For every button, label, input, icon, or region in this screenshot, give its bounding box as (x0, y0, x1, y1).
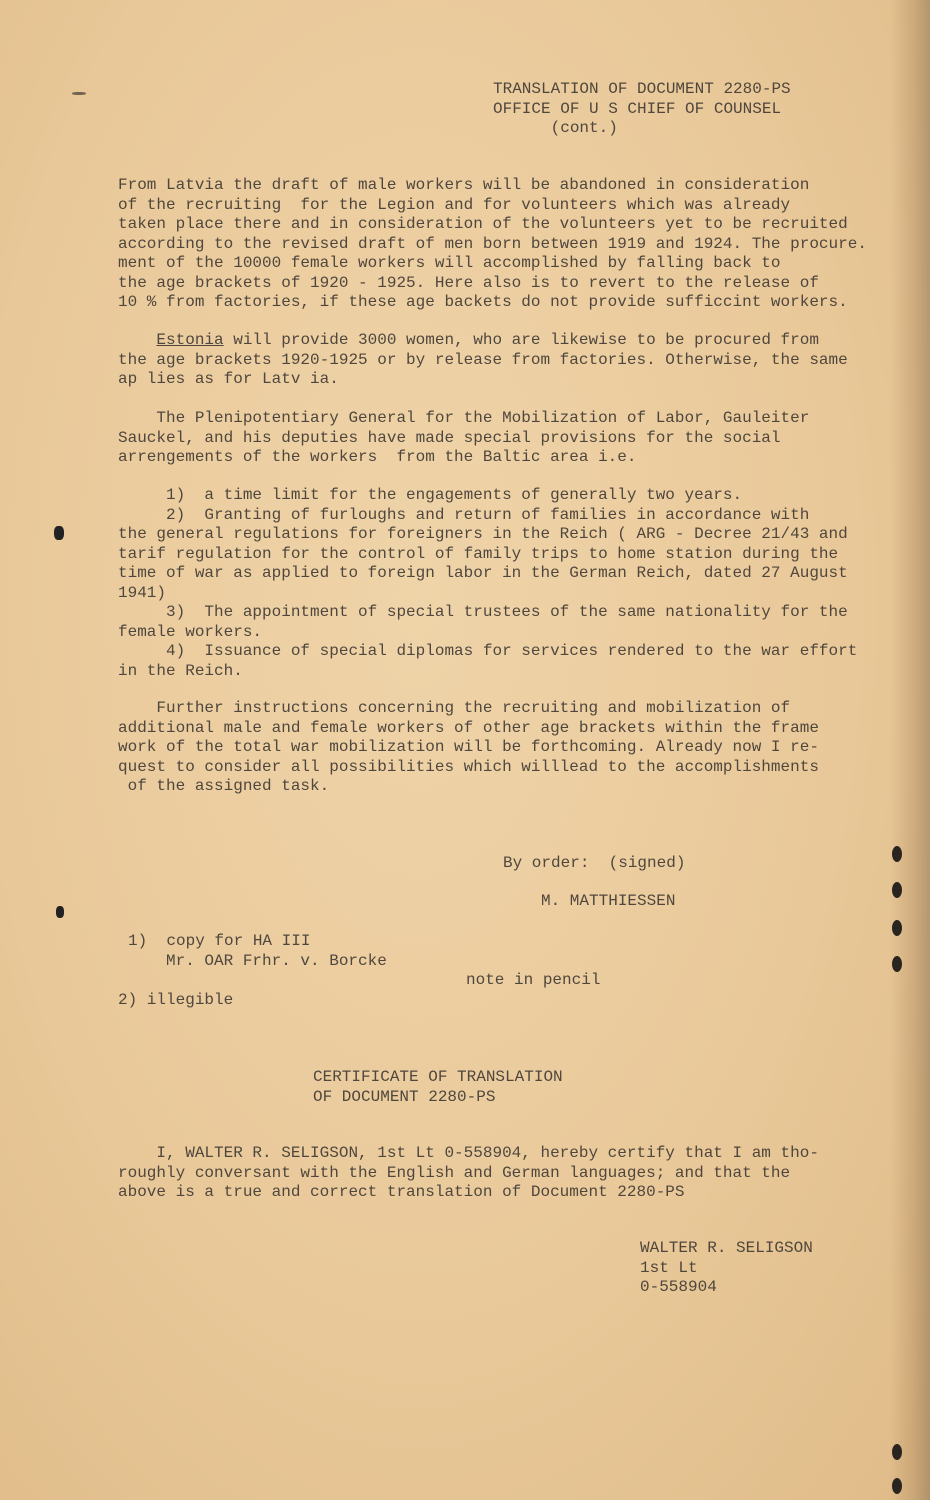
text-fragment: will provide 3000 women, who are likewise to be procured from (223, 331, 819, 349)
binding-hole (892, 846, 902, 862)
ink-mark (72, 92, 86, 95)
certifier-signature (640, 1239, 813, 1298)
list-line: in the Reich. (118, 661, 243, 680)
page-edge-shadow (890, 0, 930, 1500)
distribution-item-2: 2) illegible (118, 991, 234, 1009)
text-line: the age brackets 1920-1925 or by release from factories. Otherwise, the same (118, 350, 848, 369)
certificate-title-line: CERTIFICATE OF TRANSLATION (313, 1068, 563, 1086)
signer-name: WALTER R. SELIGSON (640, 1239, 813, 1257)
document-header (493, 80, 791, 139)
distribution-item-1: 1) copy for HA III (128, 932, 311, 950)
text-line: Sauckel, and his deputies have made special provisions for the social (118, 428, 781, 447)
binding-hole (892, 882, 902, 898)
signer-rank: 1st Lt (640, 1258, 698, 1277)
text-line: arrengements of the workers from the Baltic area i.e. (118, 448, 637, 466)
signatory-name: M. MATTHIESSEN (541, 892, 676, 910)
header-line: TRANSLATION OF DOCUMENT 2280-PS (493, 80, 791, 98)
text-line: of the recruiting for the Legion and for volunteers which was already (118, 195, 791, 214)
list-line: 1) a time limit for the engagements of generally two years. (118, 486, 743, 504)
binding-hole (892, 1478, 902, 1494)
text-line: From Latvia the draft of male workers will be abandoned in consideration (118, 176, 810, 194)
list-line: tarif regulation for the control of family trips to home station during the (118, 544, 839, 563)
list-line: 4) Issuance of special diplomas for services rendered to the war effort (118, 642, 858, 660)
underlined-country: Estonia (156, 331, 224, 349)
signer-serial: 0-558904 (640, 1278, 717, 1296)
text-line: above is a true and correct translation of Document 2280-PS (118, 1183, 685, 1201)
pencil-note: note in pencil (466, 971, 601, 989)
header-line: (cont.) (493, 119, 618, 137)
text-line: according to the revised draft of men born between 1919 and 1924. The procure. (118, 234, 867, 253)
text-line: additional male and female workers of other age brackets within the frame (118, 718, 819, 737)
text-line: roughly conversant with the English and German languages; and that the (118, 1163, 791, 1182)
binding-hole (892, 920, 902, 936)
text-line: ment of the 10000 female workers will accomplished by falling back to (118, 254, 781, 272)
text-line: work of the total war mobilization will be forthcoming. Already now I re- (118, 738, 819, 756)
text-line: quest to consider all possibilities which willlead to the accomplishments (118, 757, 819, 776)
provisions-list (118, 486, 857, 681)
certificate-title (313, 1068, 563, 1107)
text-line: of the assigned task. (118, 777, 330, 795)
certificate-title-line: OF DOCUMENT 2280-PS (313, 1087, 496, 1106)
paragraph-plenipotentiary (118, 409, 809, 468)
paragraph-estonia (118, 331, 848, 390)
binding-hole (892, 1444, 902, 1460)
list-line: 1941) (118, 583, 167, 602)
text-line: taken place there and in consideration of the volunteers yet to be recruited (118, 215, 848, 233)
list-line: 2) Granting of furloughs and return of families in accordance with (118, 505, 810, 524)
list-line: 3) The appointment of special trustees of the same nationality for the (118, 603, 848, 621)
list-line: the general regulations for foreigners in the Reich ( ARG - Decree 21/43 and (118, 525, 848, 543)
text-line: ap lies as for Latv ia. (118, 370, 339, 388)
ink-blot (56, 906, 64, 918)
paragraph-further (118, 699, 819, 797)
text-line: 10 % from factories, if these age backets do not provide sufficcint workers. (118, 293, 848, 311)
header-line: OFFICE OF U S CHIEF OF COUNSEL (493, 99, 782, 118)
list-line: female workers. (118, 622, 263, 641)
text-line: I, WALTER R. SELIGSON, 1st Lt 0-558904, hereby certify that I am tho- (118, 1144, 819, 1162)
text-line (118, 331, 848, 351)
list-line: time of war as applied to foreign labor in the German Reich, dated 27 August (118, 564, 848, 582)
certificate-body (118, 1144, 819, 1203)
text-line: Further instructions concerning the recruiting and mobilization of (118, 699, 791, 717)
ink-blot (54, 526, 64, 540)
binding-hole (892, 956, 902, 972)
distribution-item-1-recipient: Mr. OAR Frhr. v. Borcke (166, 952, 387, 970)
by-order: By order: (signed) (503, 854, 686, 872)
paragraph-latvia (118, 176, 867, 313)
text-line: The Plenipotentiary General for the Mobilization of Labor, Gauleiter (118, 409, 810, 427)
text-line: the age brackets of 1920 - 1925. Here also is to revert to the release of (118, 273, 819, 292)
